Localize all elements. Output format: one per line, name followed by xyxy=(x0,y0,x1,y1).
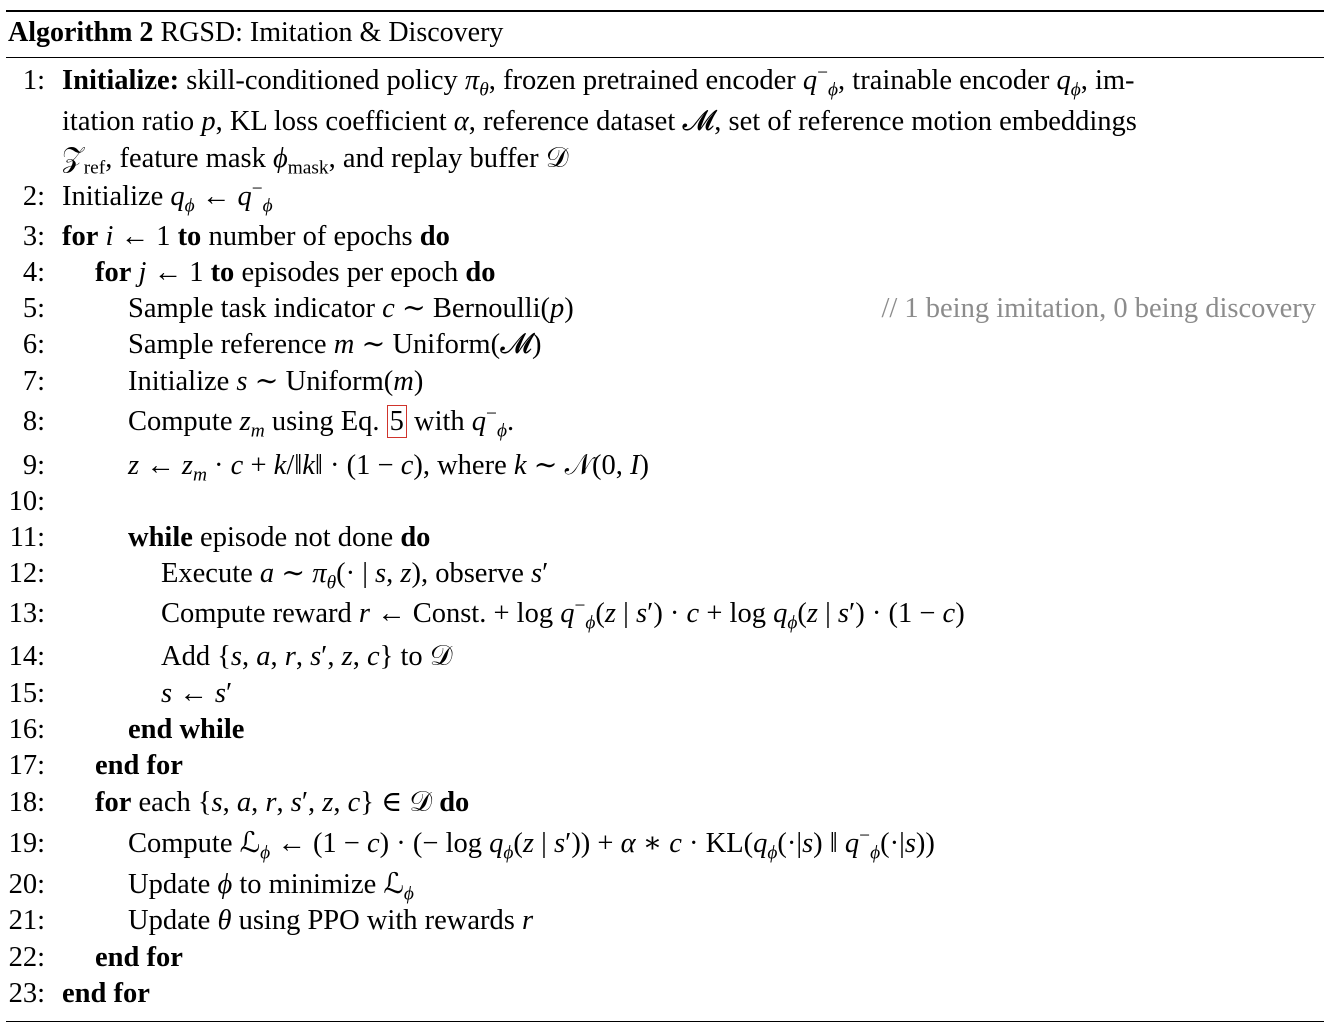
algorithm-title: RGSD: Imitation & Discovery xyxy=(160,17,504,48)
algorithm-caption xyxy=(8,16,503,50)
equation-reference-link[interactable]: 5 xyxy=(387,405,407,438)
top-rule xyxy=(6,10,1324,12)
line-comment: // 1 being imitation, 0 being discovery xyxy=(881,293,1316,324)
bottom-rule xyxy=(6,1021,1324,1022)
algorithm-label: Algorithm 2 xyxy=(8,17,154,48)
line-text-continued: 𝒵$_{ref}$, feature mask $\phi_{mask}$, and replay buffer 𝒟 xyxy=(62,143,569,179)
line-text-continued: itation ratio p, KL loss coefficient α, reference dataset 𝓜, set of reference motion embeddings xyxy=(62,106,1137,137)
caption-rule xyxy=(6,57,1324,58)
line-text: Initialize: skill-conditioned policy $\pi_\theta$, frozen pretrained encoder $q^-_\phi$, trainable encoder $q_\phi$, im- xyxy=(62,62,1135,101)
